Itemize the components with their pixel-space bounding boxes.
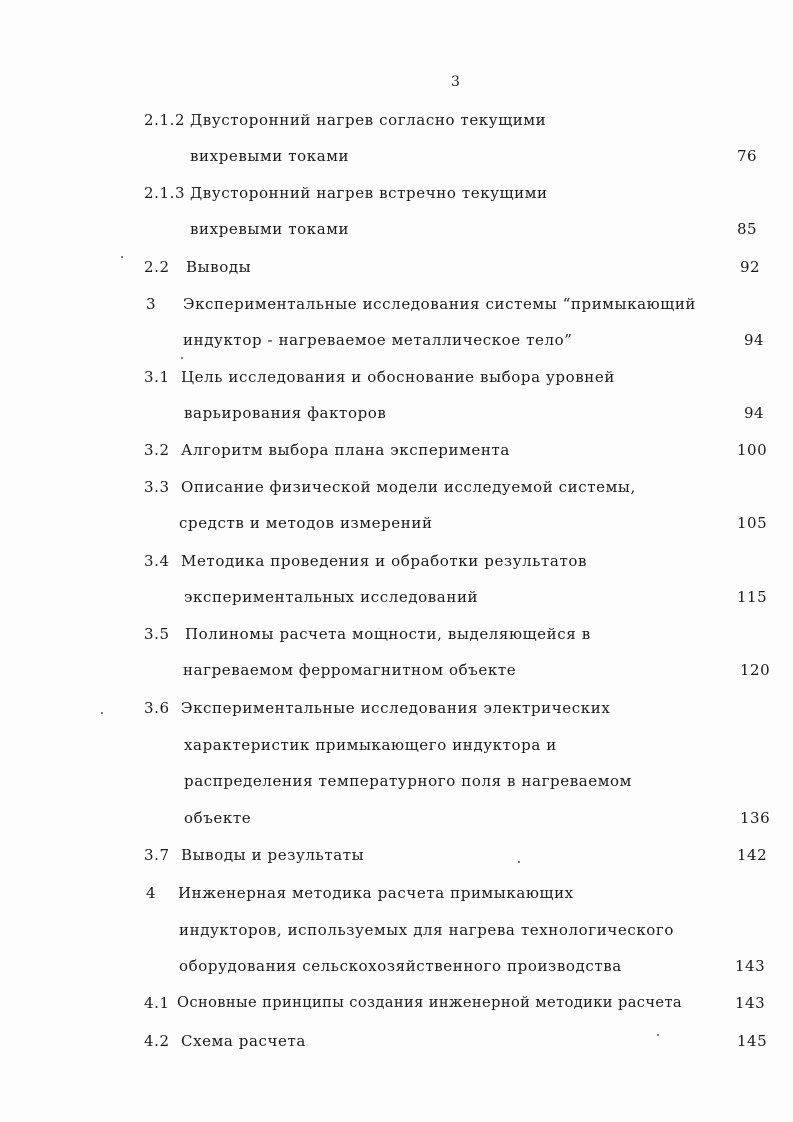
toc-entry-page: 94 [744,404,765,422]
toc-entry-title-line: распределения температурного поля в нагреваемом [184,772,632,790]
toc-entry-number: 4 [146,884,157,902]
toc-entry-title-line: оборудования сельскохозяйственного производства [179,957,622,975]
scan-speck [657,1034,659,1036]
toc-entry-title-line: экспериментальных исследований [184,588,479,606]
toc-entry-number: 3.5 [144,625,170,643]
toc-entry-page: 115 [737,588,768,606]
toc-entry-number: 3.7 [144,846,170,864]
scan-speck [121,256,123,258]
toc-entry-number: 3.3 [144,478,170,496]
toc-entry-number: 2.1.2 [144,111,186,129]
scan-speck [518,861,520,863]
toc-entry-title-line: Алгоритм выбора плана эксперимента [181,441,510,459]
toc-entry-page: 145 [737,1032,768,1050]
toc-entry-title-line: объекте [184,809,252,827]
toc-entry-page: 143 [735,994,766,1012]
toc-entry-page: 94 [744,331,765,349]
toc-entry-title-line: характеристик примыкающего индуктора и [184,736,557,754]
toc-entry-number: 3.2 [144,441,170,459]
toc-entry-title-line: Выводы и результаты [181,846,365,864]
toc-entry-title-line: Экспериментальные исследования электрических [181,699,611,717]
toc-entry-title-line: Цель исследования и обоснование выбора уровней [181,368,615,386]
toc-entry-number: 3.4 [144,552,170,570]
toc-entry-number: 4.1 [144,994,170,1012]
toc-entry-page: 136 [740,809,771,827]
toc-entry-title-line: Описание физической модели исследуемой системы, [181,478,636,496]
toc-entry-page: 142 [737,846,768,864]
toc-entry-number: 2.1.3 [144,184,186,202]
toc-entry-number: 3.6 [144,699,170,717]
toc-entry-page: 76 [737,147,758,165]
toc-entry-title-line: Выводы [186,258,252,276]
page-number: 3 [451,74,460,90]
toc-entry-page: 92 [740,258,761,276]
toc-entry-title-line: Двусторонний нагрев встречно текущими [190,184,548,202]
scan-speck [101,712,103,714]
scan-speck [181,357,183,359]
toc-entry-title-line: нагреваемом ферромагнитном объекте [183,661,517,679]
toc-entry-title-line: Двусторонний нагрев согласно текущими [190,111,547,129]
toc-entry-title-line: Методика проведения и обработки результатов [181,552,588,570]
toc-entry-title-line: Экспериментальные исследования системы “примыкающий [183,295,697,313]
toc-entry-number: 4.2 [144,1032,170,1050]
toc-entry-title-line: средств и методов измерений [179,514,433,532]
toc-entry-title-line: Схема расчета [181,1032,306,1050]
toc-entry-number: 3 [146,295,157,313]
toc-entry-title-line: Основные принципы создания инженерной методики расчета [177,994,683,1011]
toc-entry-title-line: Инженерная методика расчета примыкающих [178,884,574,902]
toc-entry-title-line: индукторов, используемых для нагрева технологического [179,921,675,939]
toc-entry-page: 120 [740,661,771,679]
toc-entry-page: 85 [737,220,758,238]
toc-entry-page: 105 [737,514,768,532]
toc-entry-title-line: Полиномы расчета мощности, выделяющейся в [185,625,591,643]
toc-entry-title-line: вихревыми токами [190,220,350,238]
toc-entry-number: 2.2 [144,258,170,276]
toc-entry-page: 100 [737,441,768,459]
toc-entry-title-line: вихревыми токами [190,147,350,165]
toc-entry-title-line: варьирования факторов [184,404,387,422]
toc-entry-page: 143 [735,957,766,975]
toc-entry-number: 3.1 [144,368,170,386]
toc-entry-title-line: индуктор - нагреваемое металлическое тело” [183,331,573,349]
